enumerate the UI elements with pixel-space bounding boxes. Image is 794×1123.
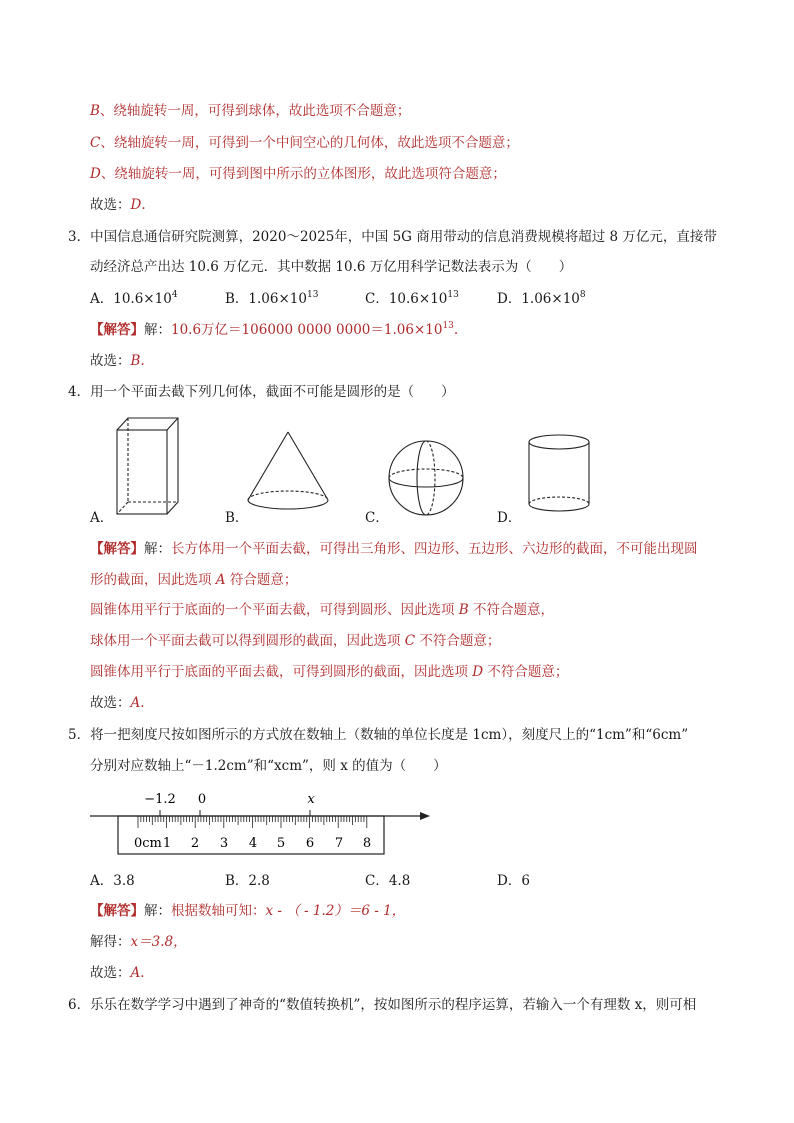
ruler-label-8: 8 — [362, 836, 372, 851]
number-axis-arrow — [420, 812, 430, 820]
axis-label-x: x — [307, 792, 315, 807]
q5-stem-line2: 分别对应数轴上“－1.2cm”和“xcm”，则 x 的值为（ ） — [90, 758, 447, 774]
q5-option-d: D．6 — [497, 873, 530, 889]
axis-marks — [160, 810, 310, 816]
cuboid-figure — [117, 418, 178, 514]
q6-stem-line1: 6．乐乐在数学学习中遇到了神奇的“数值转换机”，按如图所示的程序运算，若输入一个有理数 x，则可相 — [68, 997, 697, 1013]
prev-choice: 故选：D. — [90, 197, 146, 213]
ruler-label-4: 4 — [248, 836, 258, 851]
prev-option-c-text: C、绕轴旋转一周，可得到一个中间空心的几何体，故此选项不合题意； — [90, 135, 519, 151]
q5-option-c: C．4.8 — [365, 873, 411, 889]
q4-label-d: D． — [497, 510, 522, 526]
q5-option-a: A．3.8 — [90, 873, 135, 889]
q5-answer: 【解答】解：根据数轴可知：x - （ - 1.2）＝6 - 1， — [90, 903, 406, 919]
cylinder-figure — [529, 435, 589, 511]
q5-choice: 故选：A. — [90, 965, 145, 981]
prev-option-d-text: D、绕轴旋转一周，可得到图中所示的立体图形，故此选项符合题意； — [90, 166, 506, 182]
q5-stem-line1: 5．将一把刻度尺按如图所示的方式放在数轴上（数轴的单位长度是 1cm），刻度尺上的“1cm”和“6cm” — [68, 727, 689, 743]
q3-stem-line2: 动经济总产出达 10.6 万亿元．其中数据 10.6 万亿用科学记数法表示为（ ） — [90, 259, 573, 275]
q3-option-b: B．$1.06\times 10^{13}$ — [225, 290, 319, 307]
q3-choice: 故选：B. — [90, 353, 145, 369]
ruler-label-2: 2 — [190, 836, 200, 851]
ruler-label-0cm: 0cm — [134, 836, 162, 851]
q4-answer-line3: 圆锥体用平行于底面的一个平面去截，可得到圆形、因此选项 B 不符合题意， — [90, 602, 555, 618]
q3-stem-line1: 3．中国信息通信研究院测算，2020～2025年，中国 5G 商用带动的信息消费规模将超过 8 万亿元，直接带 — [68, 229, 717, 245]
q5-ruler-figure — [88, 786, 438, 856]
ruler-label-7: 7 — [334, 836, 344, 851]
q3-answer: 【解答】解：10.6万亿＝106000 0000 $0000=1.06\times 10^{13}$. — [90, 321, 459, 338]
ruler-label-6: 6 — [305, 836, 315, 851]
axis-label-0: 0 — [197, 792, 207, 807]
q5-solve: 解得：x＝3.8， — [90, 934, 187, 950]
q4-answer-line4: 球体用一个平面去截可以得到圆形的截面，因此选项 C 不符合题意； — [90, 633, 501, 649]
q4-label-b: B． — [225, 510, 249, 526]
axis-label-neg1.2: −1.2 — [144, 792, 176, 807]
q4-label-a: A． — [90, 510, 114, 526]
q4-label-c: C． — [365, 510, 389, 526]
cone-figure — [248, 432, 328, 509]
q3-option-d: D．$1.06\times 10^8$ — [497, 290, 586, 307]
ruler-label-1: 1 — [162, 836, 172, 851]
q4-answer-line5: 圆锥体用平行于底面的平面去截，可得到圆形的截面，因此选项 D 不符合题意； — [90, 664, 569, 680]
q3-option-a: A．$10.6\times 10^4$ — [90, 290, 178, 307]
q5-option-b: B．2.8 — [225, 873, 270, 889]
q4-answer-line2: 形的截面，因此选项 A 符合题意； — [90, 572, 298, 588]
q4-stem: 4．用一个平面去截下列几何体，截面不可能是圆形的是（ ） — [68, 384, 455, 400]
ruler-label-3: 3 — [219, 836, 229, 851]
sphere-figure — [389, 441, 463, 515]
ruler-label-5: 5 — [276, 836, 286, 851]
ruler-ticks — [138, 816, 367, 828]
q4-answer-line1: 【解答】解：长方体用一个平面去截，可得出三角形、四边形、五边形、六边形的截面，不可能出现圆 — [90, 541, 698, 557]
prev-option-b-text: B、绕轴旋转一周，可得到球体，故此选项不合题意； — [90, 103, 411, 119]
q3-option-c: C．$10.6\times 10^{13}$ — [365, 290, 459, 307]
q4-choice: 故选：A. — [90, 695, 145, 711]
